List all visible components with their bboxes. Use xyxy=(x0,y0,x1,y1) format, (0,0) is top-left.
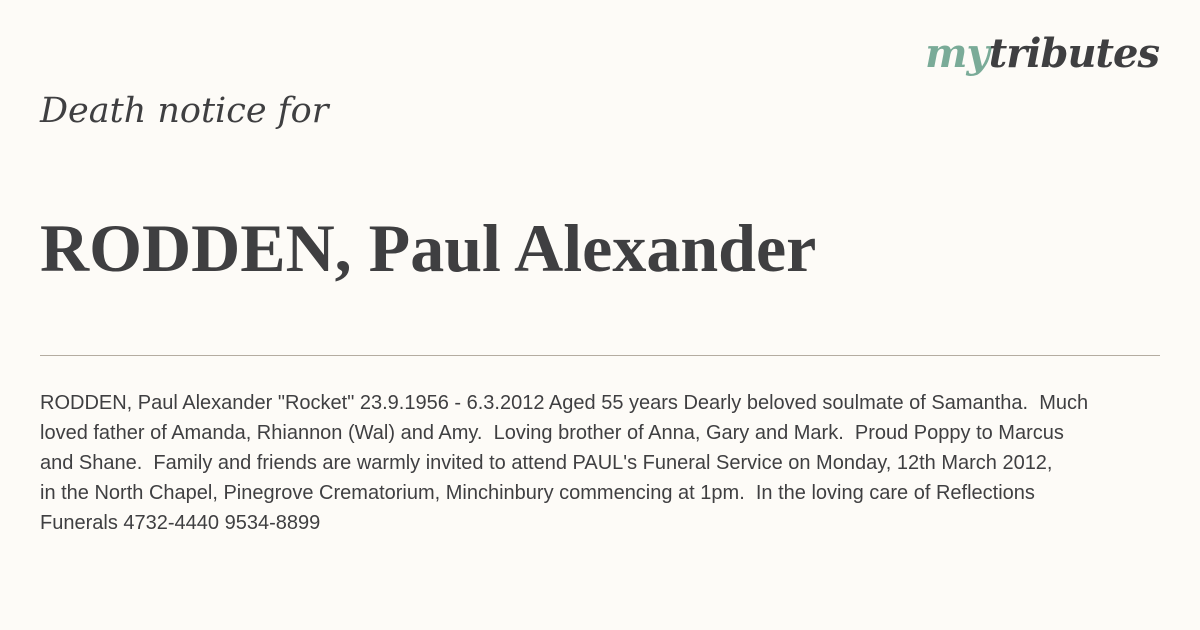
mytributes-logo[interactable] xyxy=(925,30,1159,77)
logo-part-tributes: tributes xyxy=(988,30,1159,77)
death-notice-kicker: Death notice for xyxy=(40,91,329,131)
notice-line: RODDEN, Paul Alexander "Rocket" 23.9.1956 - 6.3.2012 Aged 55 years Dearly beloved soulmate of Samantha. Much xyxy=(40,392,1089,414)
logo-part-my: my xyxy=(925,30,989,77)
deceased-name-title: RODDEN, Paul Alexander xyxy=(40,210,817,286)
notice-text xyxy=(40,388,1188,538)
notice-line: loved father of Amanda, Rhiannon (Wal) and Amy. Loving brother of Anna, Gary and Mark. Proud Poppy to Marcus xyxy=(40,422,1064,444)
section-divider xyxy=(40,355,1160,356)
notice-line: and Shane. Family and friends are warmly invited to attend PAUL's Funeral Service on Monday, 12th March 2012, xyxy=(40,452,1053,474)
notice-line: in the North Chapel, Pinegrove Crematorium, Minchinbury commencing at 1pm. In the loving care of Reflections xyxy=(40,482,1035,504)
notice-line: Funerals 4732-4440 9534-8899 xyxy=(40,512,321,534)
